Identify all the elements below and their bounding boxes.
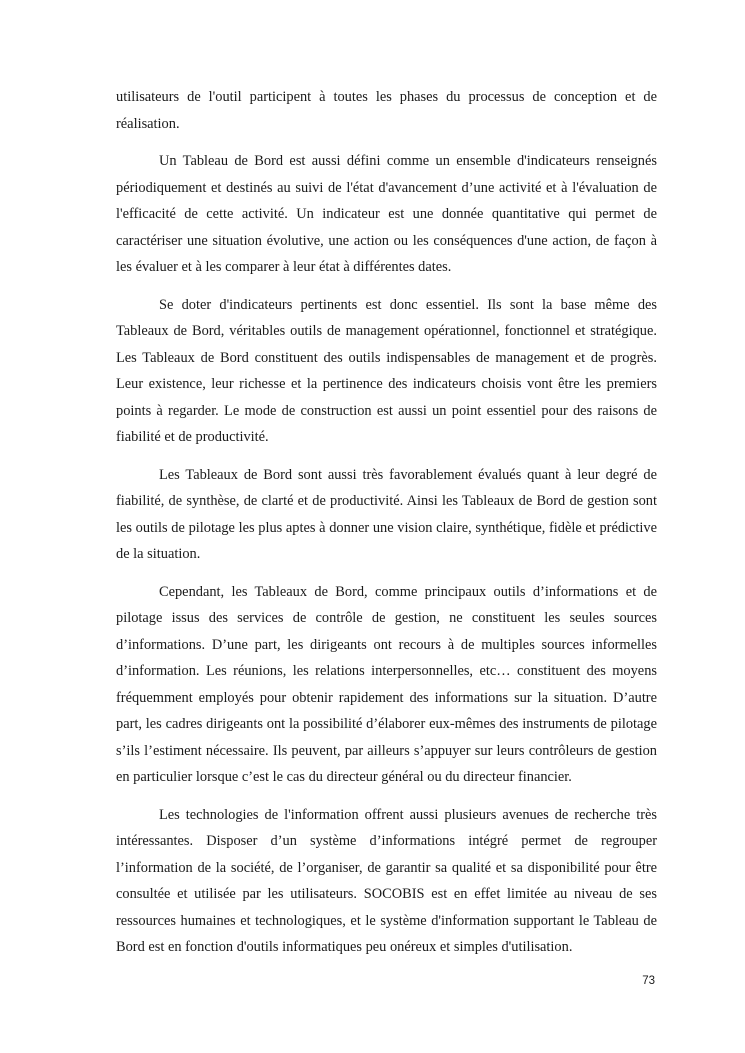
paragraph-sources-information: Cependant, les Tableaux de Bord, comme principaux outils d’informations et de pilotage issus des services de contrôle de gestion, ne constituent les seules sources d’informations. D’une part, les dirigeants ont recours à de multiples sources informelles d’information. Les réunions, les relations interpersonnelles, etc… constituent des moyens fréquemment employés pour obtenir rapidement des informations sur la situation. D’autre part, les cadres dirigeants ont la possibilité d’élaborer eux-mêmes des instruments de pilotage s’ils l’estiment nécessaire. Ils peuvent, par ailleurs s’appuyer sur leurs contrôleurs de gestion en particulier lorsque c’est le cas du directeur général ou du directeur financier. [116,583,657,785]
paragraph-tableau-definition: Un Tableau de Bord est aussi défini comme un ensemble d'indicateurs renseignés périodiquement et destinés au suivi de l'état d'avancement d’une activité et à l'évaluation de l'efficacité de cette activité. Un indicateur est une donnée quantitative qui permet de caractériser une situation évolutive, une action ou les conséquences d'une action, de façon à les évaluer et à les comparer à leur état à différentes dates. [116,153,657,275]
paragraph-indicateurs: Se doter d'indicateurs pertinents est donc essentiel. Ils sont la base même des Tableaux de Bord, véritables outils de management opérationnel, fonctionnel et stratégique. Les Tableaux de Bord constituent des outils indispensables de management et de progrès. Leur existence, leur richesse et la pertinence des indicateurs choisis vont être les premiers points à regarder. Le mode de construction est aussi un point essentiel pour des raisons de fiabilité et de productivité. [116,296,657,445]
body-text [116,84,657,972]
page-number: 73 [642,975,655,987]
paragraph-evaluation: Les Tableaux de Bord sont aussi très favorablement évalués quant à leur degré de fiabilité, de synthèse, de clarté et de productivité. Ainsi les Tableaux de Bord de gestion sont les outils de pilotage les plus aptes à donner une vision claire, synthétique, fidèle et prédictive de la situation. [116,466,657,562]
paragraph-continuation: utilisateurs de l'outil participent à toutes les phases du processus de conception et de réalisation. [116,89,657,132]
paragraph-technologies: Les technologies de l'information offrent aussi plusieurs avenues de recherche très intéressantes. Disposer d’un système d’informations intégré permet de regrouper l’information de la société, de l’organiser, de garantir sa qualité et sa disponibilité pour être consultée et utilisée par les utilisateurs. SOCOBIS est en effet limitée au niveau de ses ressources humaines et technologiques, et le système d'information supportant le Tableau de Bord est en fonction d'outils informatiques peu onéreux et simples d'utilisation. [116,806,657,955]
